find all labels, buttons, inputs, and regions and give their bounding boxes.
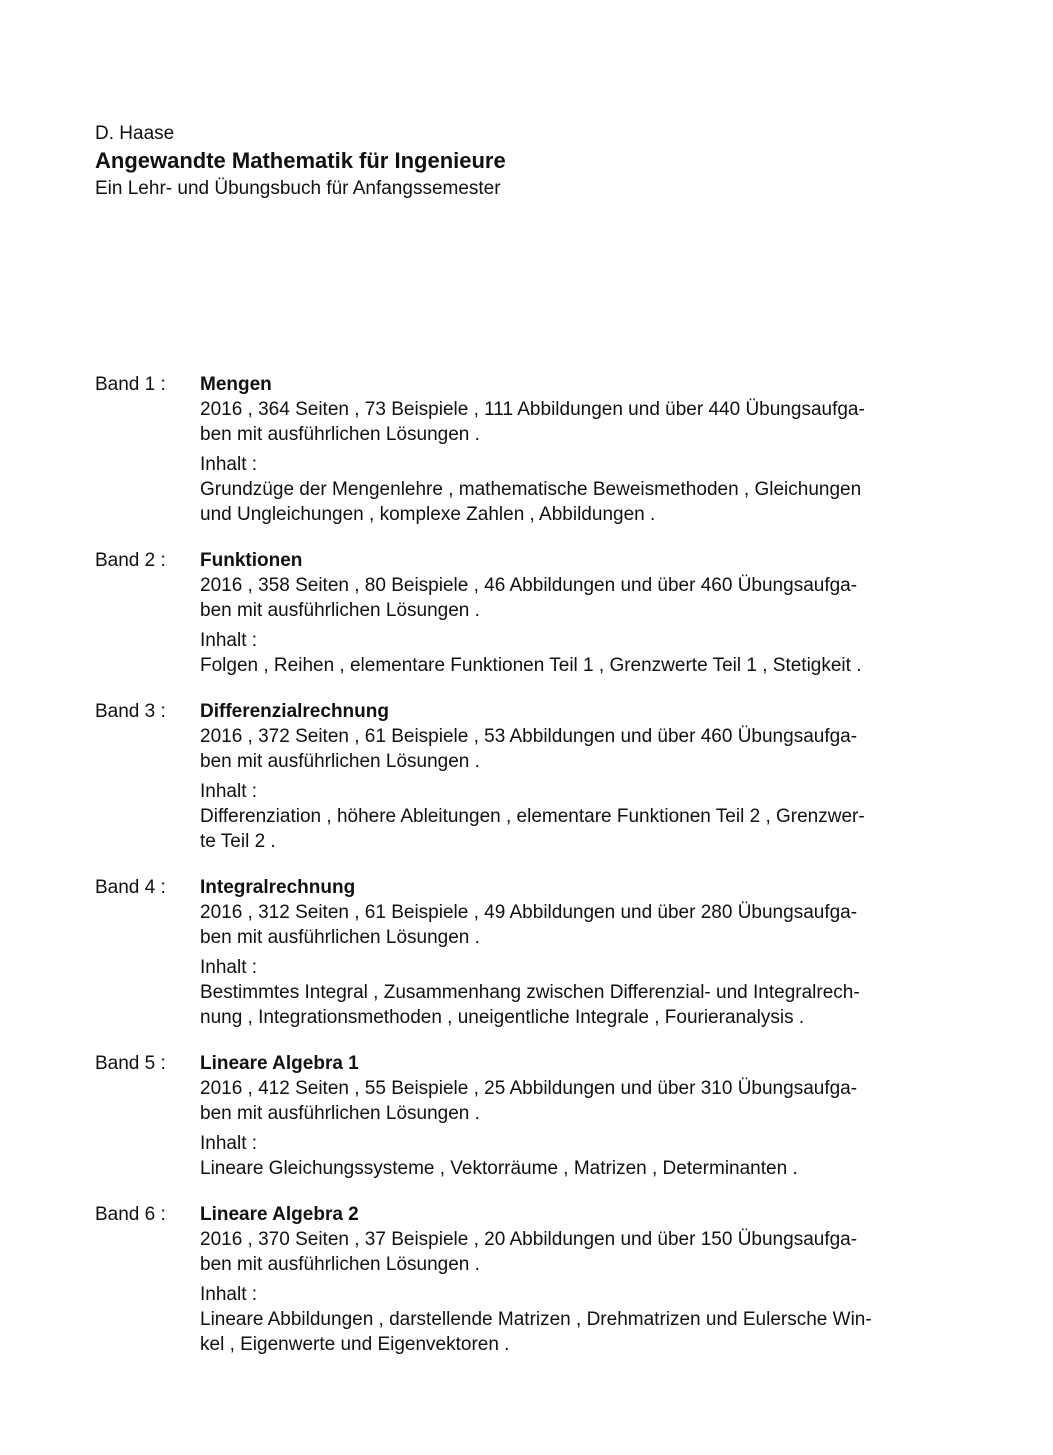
band-label: Band 1 : bbox=[95, 374, 166, 395]
band-content-line: nung , Integrationsmethoden , uneigentliche Integrale , Fourieranalysis . bbox=[200, 1007, 805, 1028]
band-details-line: 2016 , 364 Seiten , 73 Beispiele , 111 Abbildungen und über 440 Übungsaufga- bbox=[200, 399, 865, 420]
band-content bbox=[200, 1307, 925, 1357]
band-body bbox=[200, 372, 925, 527]
band-details-line: ben mit ausführlichen Lösungen . bbox=[200, 1103, 480, 1124]
band-entry bbox=[95, 1051, 925, 1181]
inhalt-label: Inhalt : bbox=[200, 454, 258, 475]
band-details-line: ben mit ausführlichen Lösungen . bbox=[200, 600, 480, 621]
band-content-line: und Ungleichungen , komplexe Zahlen , Abbildungen . bbox=[200, 504, 656, 525]
band-entry bbox=[95, 699, 925, 854]
band-details-line: 2016 , 358 Seiten , 80 Beispiele , 46 Abbildungen und über 460 Übungsaufga- bbox=[200, 575, 858, 596]
band-details-line: ben mit ausführlichen Lösungen . bbox=[200, 424, 480, 445]
band-content bbox=[200, 804, 925, 854]
band-title: Mengen bbox=[200, 374, 272, 395]
band-title: Lineare Algebra 2 bbox=[200, 1204, 359, 1225]
band-details bbox=[200, 397, 925, 447]
band-title: Lineare Algebra 1 bbox=[200, 1053, 359, 1074]
band-content bbox=[200, 477, 925, 527]
band-details-line: ben mit ausführlichen Lösungen . bbox=[200, 1254, 480, 1275]
band-details-line: 2016 , 372 Seiten , 61 Beispiele , 53 Abbildungen und über 460 Übungsaufga- bbox=[200, 726, 858, 747]
band-body bbox=[200, 699, 925, 854]
band-label: Band 2 : bbox=[95, 550, 166, 571]
band-content bbox=[200, 1156, 925, 1181]
band-content-line: Bestimmtes Integral , Zusammenhang zwischen Differenzial- und Integralrech- bbox=[200, 982, 860, 1003]
band-title: Funktionen bbox=[200, 550, 303, 571]
band-details bbox=[200, 573, 925, 623]
band-entry bbox=[95, 372, 925, 527]
book-subtitle: Ein Lehr- und Übungsbuch für Anfangssemester bbox=[95, 178, 501, 199]
band-entry bbox=[95, 875, 925, 1030]
band-content-line: Differenziation , höhere Ableitungen , elementare Funktionen Teil 2 , Grenzwer- bbox=[200, 806, 865, 827]
band-entry bbox=[95, 1202, 925, 1357]
band-details-line: 2016 , 412 Seiten , 55 Beispiele , 25 Abbildungen und über 310 Übungsaufga- bbox=[200, 1078, 858, 1099]
band-content-line: te Teil 2 . bbox=[200, 831, 276, 852]
band-label: Band 3 : bbox=[95, 701, 166, 722]
band-label: Band 6 : bbox=[95, 1204, 166, 1225]
band-content bbox=[200, 653, 925, 678]
inhalt-label: Inhalt : bbox=[200, 630, 258, 651]
band-title: Differenzialrechnung bbox=[200, 701, 389, 722]
band-details-line: 2016 , 370 Seiten , 37 Beispiele , 20 Abbildungen und über 150 Übungsaufga- bbox=[200, 1229, 858, 1250]
band-body bbox=[200, 548, 925, 678]
band-title: Integralrechnung bbox=[200, 877, 356, 898]
inhalt-label: Inhalt : bbox=[200, 957, 258, 978]
inhalt-label: Inhalt : bbox=[200, 781, 258, 802]
band-entry bbox=[95, 548, 925, 678]
band-body bbox=[200, 1202, 925, 1357]
inhalt-label: Inhalt : bbox=[200, 1133, 258, 1154]
band-content-line: Lineare Gleichungssysteme , Vektorräume , Matrizen , Determinanten . bbox=[200, 1158, 798, 1179]
band-list bbox=[95, 372, 925, 1378]
band-content-line: Folgen , Reihen , elementare Funktionen Teil 1 , Grenzwerte Teil 1 , Stetigkeit . bbox=[200, 655, 862, 676]
band-content-line: Lineare Abbildungen , darstellende Matrizen , Drehmatrizen und Eulersche Win- bbox=[200, 1309, 872, 1330]
band-details-line: 2016 , 312 Seiten , 61 Beispiele , 49 Abbildungen und über 280 Übungsaufga- bbox=[200, 902, 858, 923]
band-label: Band 4 : bbox=[95, 877, 166, 898]
band-details bbox=[200, 1076, 925, 1126]
band-details-line: ben mit ausführlichen Lösungen . bbox=[200, 927, 480, 948]
band-content-line: kel , Eigenwerte und Eigenvektoren . bbox=[200, 1334, 510, 1355]
author: D. Haase bbox=[95, 123, 175, 144]
book-title: Angewandte Mathematik für Ingenieure bbox=[95, 148, 506, 173]
band-details bbox=[200, 1227, 925, 1277]
band-details bbox=[200, 900, 925, 950]
band-label: Band 5 : bbox=[95, 1053, 166, 1074]
band-details-line: ben mit ausführlichen Lösungen . bbox=[200, 751, 480, 772]
band-body bbox=[200, 875, 925, 1030]
band-content-line: Grundzüge der Mengenlehre , mathematische Beweismethoden , Gleichungen bbox=[200, 479, 862, 500]
band-body bbox=[200, 1051, 925, 1181]
band-details bbox=[200, 724, 925, 774]
book-header bbox=[95, 122, 506, 202]
band-content bbox=[200, 980, 925, 1030]
inhalt-label: Inhalt : bbox=[200, 1284, 258, 1305]
